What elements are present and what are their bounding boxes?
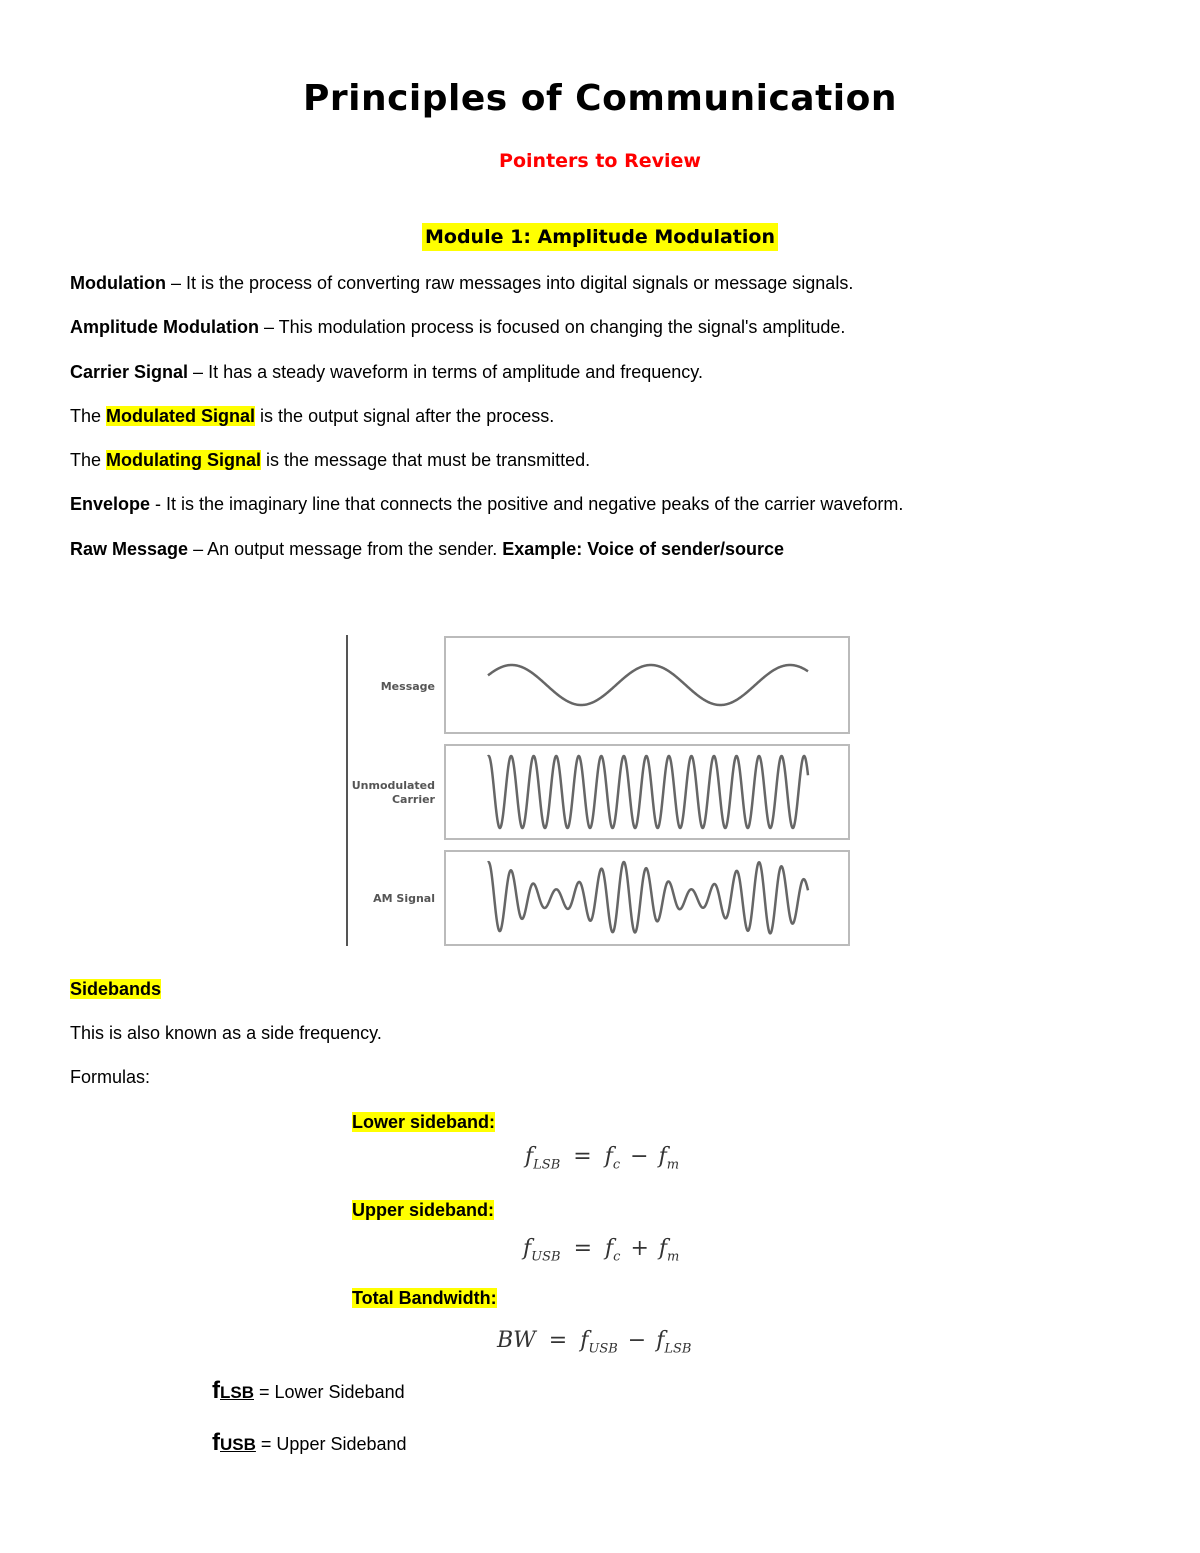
formulas-label: Formulas:: [70, 1067, 151, 1087]
separator: –: [188, 362, 209, 382]
total-bandwidth-label: Total Bandwidth:: [352, 1288, 497, 1308]
highlighted-term: Modulating Signal: [106, 450, 262, 470]
separator: –: [188, 539, 208, 559]
definition-amplitude-modulation: [70, 315, 845, 339]
upper-sideband-formula: $f_{USB} = f_c + f_m$: [523, 1236, 680, 1265]
message-panel: [445, 637, 849, 733]
definition-text: It is the process of converting raw messages into digital signals or message signals.: [186, 273, 854, 293]
separator: -: [150, 494, 167, 514]
term: Amplitude Modulation: [70, 317, 259, 337]
module-heading: Module 1: Amplitude Modulation: [422, 223, 778, 251]
message-label: Message: [380, 680, 435, 693]
highlighted-term: Modulated Signal: [106, 406, 256, 426]
am-signal-label: AM Signal: [373, 892, 435, 905]
definition-envelope: [70, 492, 903, 516]
upper-sideband-label: Upper sideband:: [352, 1200, 495, 1220]
sidebands-heading-line: [70, 977, 161, 1001]
lower-sideband-label: Lower sideband:: [352, 1112, 496, 1132]
separator: –: [258, 317, 279, 337]
carrier-label-line2: Carrier: [391, 793, 435, 806]
definition-text: An output message from the sender.: [207, 539, 503, 559]
term: Raw Message: [70, 539, 189, 559]
term: Envelope: [70, 494, 151, 514]
definition-text: It is the imaginary line that connects the positive and negative peaks of the carrier waveform.: [166, 494, 904, 514]
legend-usb: fUSB = Upper Sideband: [212, 1429, 407, 1456]
definition-modulating-signal: [70, 448, 590, 472]
carrier-wave: [488, 756, 808, 828]
lower-sideband-label-line: [352, 1110, 495, 1134]
bandwidth-formula: BW = $f_{USB} - f_{LSB}$: [497, 1328, 692, 1357]
definition-text: This modulation process is focused on changing the signal's amplitude.: [278, 317, 846, 337]
lower-sideband-formula: $f_{LSB} = f_c - f_m$: [525, 1144, 680, 1173]
definition-carrier-signal: [70, 360, 703, 384]
term: Carrier Signal: [70, 362, 189, 382]
example-text: Example: Voice of sender/source: [502, 539, 785, 559]
sidebands-heading: Sidebands: [70, 979, 162, 999]
definition-text: is the output signal after the process.: [255, 406, 555, 426]
carrier-label-line1: Unmodulated: [351, 779, 435, 792]
sidebands-description: This is also known as a side frequency.: [70, 1023, 382, 1043]
message-wave: [488, 665, 808, 705]
term: Modulation: [70, 273, 166, 293]
legend-lsb: fLSB = Lower Sideband: [212, 1377, 405, 1404]
module-heading-wrap: [0, 223, 1200, 251]
page-subtitle: Pointers to Review: [499, 150, 701, 172]
separator: –: [165, 273, 186, 293]
am-waveform-figure: [340, 630, 855, 950]
definition-text: It has a steady waveform in terms of amplitude and frequency.: [208, 362, 703, 382]
prefix: The: [70, 406, 107, 426]
upper-sideband-label-line: [352, 1198, 494, 1222]
prefix: The: [70, 450, 107, 470]
definition-text: is the message that must be transmitted.: [261, 450, 591, 470]
definition-raw-message: [70, 537, 784, 561]
definition-modulated-signal: [70, 404, 554, 428]
am-wave: [488, 862, 808, 933]
page-title: Principles of Communication: [302, 78, 898, 119]
total-bandwidth-label-line: [352, 1286, 497, 1310]
definition-modulation: [70, 271, 853, 295]
